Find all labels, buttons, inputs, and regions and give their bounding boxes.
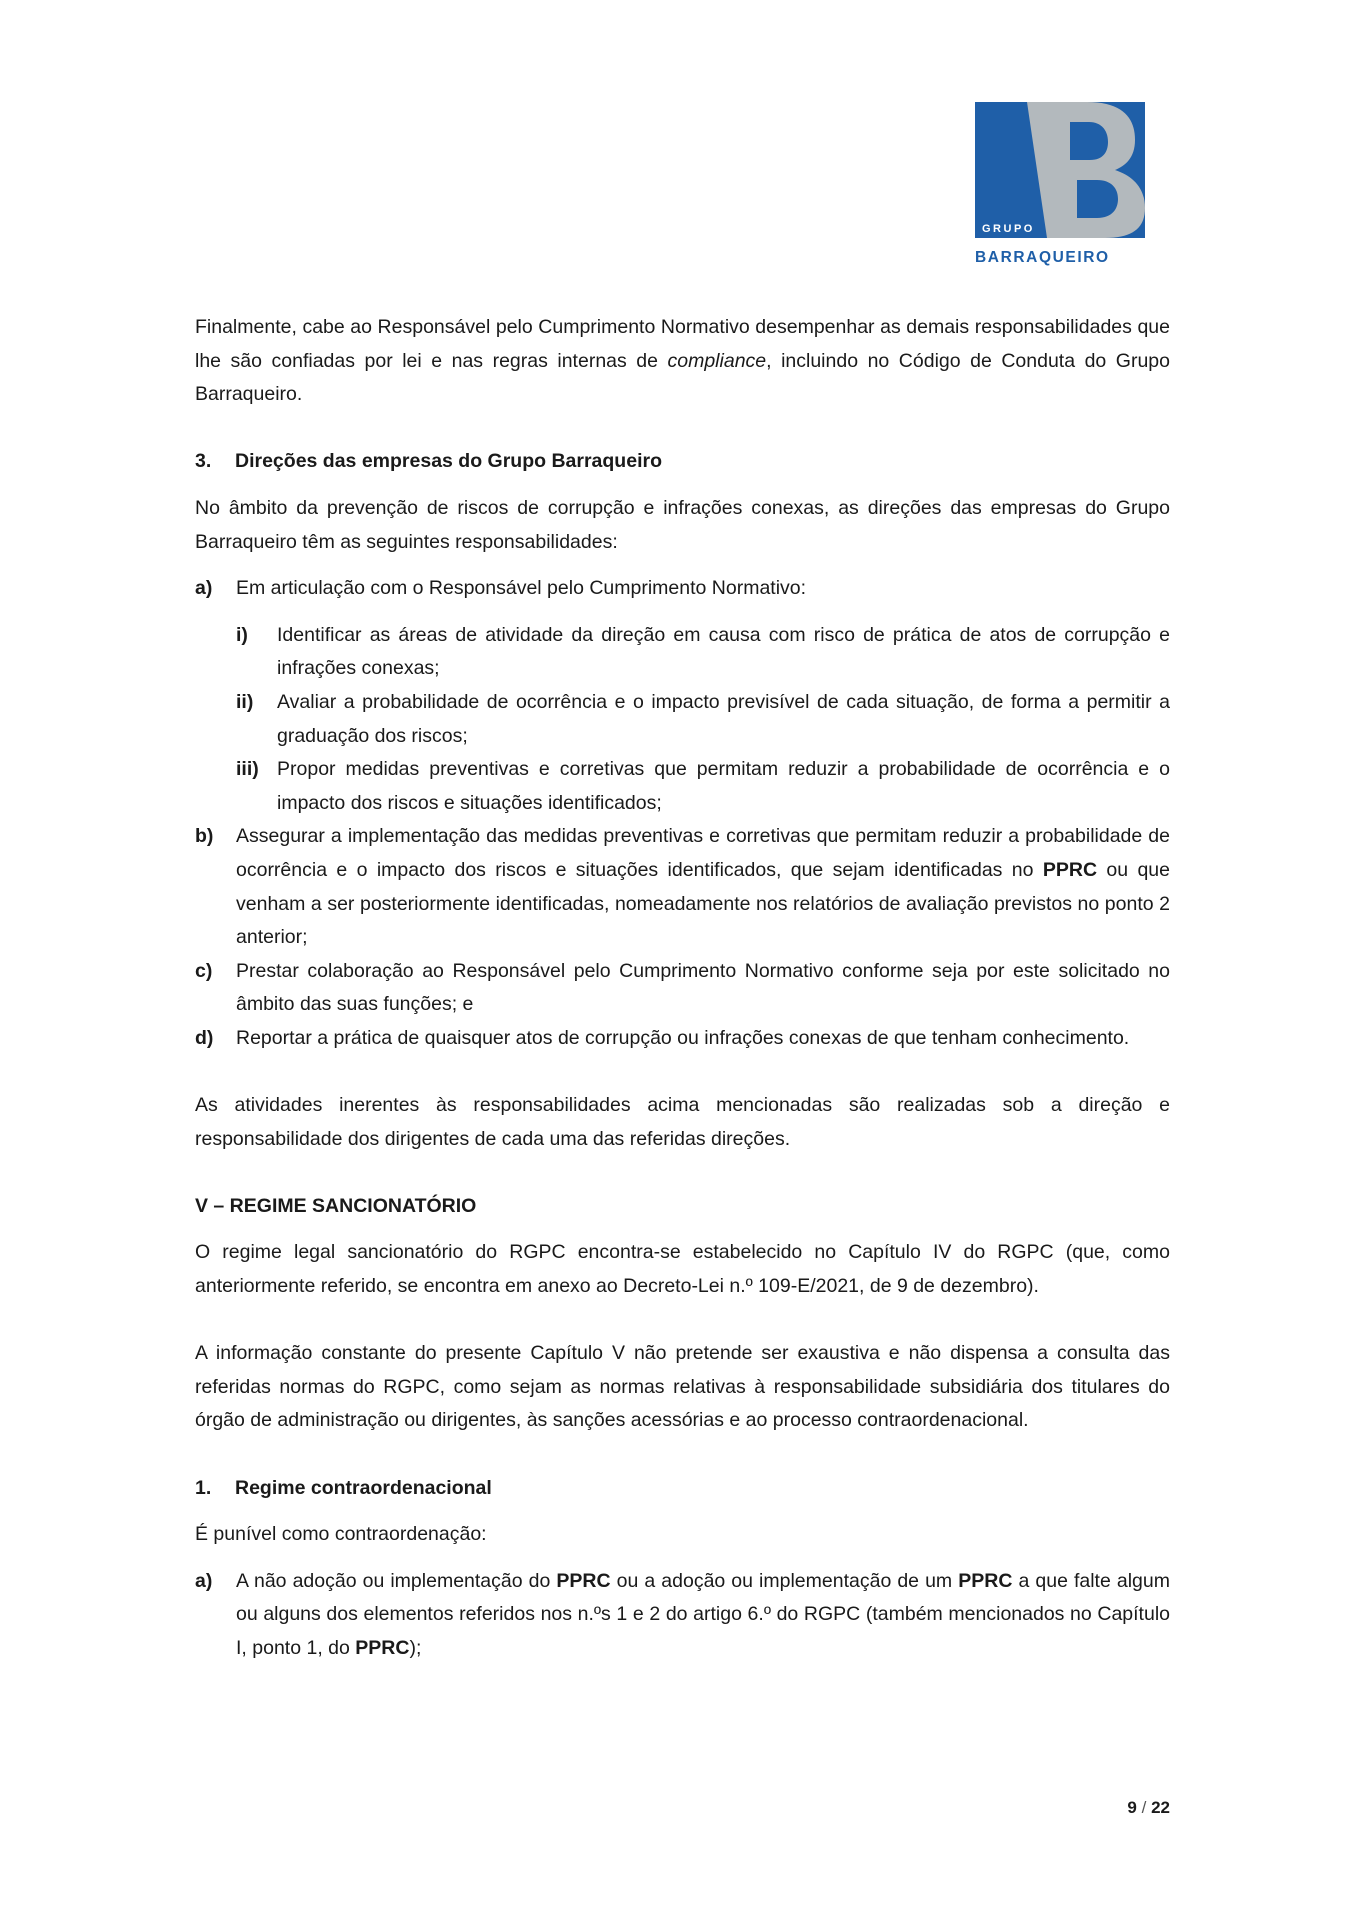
subsection-1-lead: É punível como contraordenação:: [195, 1523, 487, 1546]
section-3-heading: [195, 445, 1170, 479]
pprc-acronym: PPRC: [1042, 858, 1098, 881]
list-item-text-part: Assegurar a implementação das medidas preventivas e corretivas que permitam reduzir a probabilidade de ocorrência e o impacto dos riscos e situações identificados, que sejam identificadas no: [236, 825, 1170, 881]
sub-item-i: [236, 619, 1170, 686]
sub-marker: i): [236, 623, 248, 646]
list-marker: d): [195, 1026, 214, 1049]
sub-item-text: Identificar as áreas de atividade da direção em causa com risco de prática de atos de corrupção e infrações conexas;: [277, 623, 1170, 680]
pprc-acronym: PPRC: [556, 1569, 611, 1592]
subsection-1-number: 1.: [195, 1476, 212, 1499]
subsection-1-heading: [195, 1472, 1170, 1506]
section-3-lead: No âmbito da prevenção de riscos de corrupção e infrações conexas, as direções das empresas do Grupo Barraqueiro têm as seguintes responsabilidades:: [195, 496, 1170, 553]
current-page: 9: [1127, 1798, 1137, 1817]
list-item-d: [195, 1022, 1170, 1056]
pprc-acronym: PPRC: [958, 1569, 1013, 1592]
list-item-text: [236, 1565, 1170, 1666]
list-item-a: [195, 572, 1170, 606]
chapter-5-paragraph-1: O regime legal sancionatório do RGPC encontra-se estabelecido no Capítulo IV do RGPC (que, como anteriormente referido, se encontra em anexo ao Decreto-Lei n.º 109-E/2021, de 9 de dezembro).: [195, 1241, 1170, 1298]
sub-item-iii: [236, 753, 1170, 820]
total-pages: 22: [1151, 1798, 1170, 1817]
list-item-text-part: ou que venham a ser posteriormente identificadas, nomeadamente nos relatórios de avaliação previstos no ponto 2 anterior;: [236, 858, 1170, 949]
chapter-5-paragraph-2: A informação constante do presente Capítulo V não pretende ser exaustiva e não dispensa a consulta das referidas normas do RGPC, como sejam as normas relativas à responsabilidade subsidiária dos titulares do órgão de administração ou dirigentes, às sanções acessórias e ao processo contraordenacional.: [195, 1342, 1170, 1432]
subsection-1-title: Regime contraordenacional: [235, 1476, 492, 1499]
intro-text-end: , incluindo no Código de Conduta do Grupo Barraqueiro.: [195, 349, 1170, 406]
list-item-b: [195, 820, 1170, 954]
logo-grupo-text: GRUPO: [982, 223, 1035, 235]
list-item-text-part: A não adoção ou implementação do: [236, 1569, 557, 1592]
intro-paragraph: [195, 311, 1170, 412]
page-separator: /: [1141, 1798, 1147, 1817]
list-item-text-part: a que falte algum ou alguns dos elementos referidos nos n.ºs 1 e 2 do artigo 6.º do RGPC (também mencionados no Capítulo I, ponto 1, do: [236, 1569, 1170, 1659]
sanction-item-a: [195, 1565, 1170, 1666]
page-number: [1100, 1798, 1170, 1818]
logo-barraqueiro-text: BARRAQUEIRO: [975, 249, 1110, 266]
sub-marker: ii): [236, 690, 254, 713]
sub-item-text: Avaliar a probabilidade de ocorrência e o impacto previsível de cada situação, de forma a permitir a graduação dos riscos;: [277, 690, 1170, 747]
list-marker: c): [195, 959, 213, 982]
chapter-5-heading: V – REGIME SANCIONATÓRIO: [195, 1194, 477, 1217]
intro-emphasis: compliance: [667, 349, 767, 372]
company-logo: [975, 102, 1150, 272]
sub-item-text: Propor medidas preventivas e corretivas que permitam reduzir a probabilidade de ocorrência e o impacto dos riscos e situações identificados;: [277, 758, 1170, 814]
list-item-text: Em articulação com o Responsável pelo Cumprimento Normativo:: [236, 577, 807, 600]
intro-text: Finalmente, cabe ao Responsável pelo Cumprimento Normativo desempenhar as demais responsabilidades que lhe são confiadas por lei e nas regras internas de: [195, 316, 1170, 372]
list-item-text: Prestar colaboração ao Responsável pelo Cumprimento Normativo conforme seja por este solicitado no âmbito das suas funções; e: [236, 959, 1170, 1016]
document-body: [195, 311, 1170, 1666]
list-item-c: [195, 955, 1170, 1022]
section-3-number: 3.: [195, 450, 212, 473]
list-item-text: Reportar a prática de quaisquer atos de corrupção ou infrações conexas de que tenham conhecimento.: [236, 1026, 1130, 1049]
list-marker: a): [195, 577, 213, 600]
section-3-closing: As atividades inerentes às responsabilidades acima mencionadas são realizadas sob a direção e responsabilidade dos dirigentes de cada uma das referidas direções.: [195, 1094, 1170, 1150]
list-item-text: [236, 820, 1170, 954]
sub-marker: iii): [236, 758, 259, 781]
list-marker: b): [195, 825, 214, 848]
list-item-text-part: ou a adoção ou implementação de um: [610, 1569, 959, 1592]
list-item-text-part: );: [409, 1636, 422, 1659]
sub-item-ii: [236, 686, 1170, 753]
grupo-barraqueiro-logo-graphic: [975, 102, 1150, 272]
pprc-acronym: PPRC: [355, 1636, 410, 1659]
section-3-title: Direções das empresas do Grupo Barraqueiro: [235, 450, 662, 473]
list-marker: a): [195, 1569, 213, 1592]
